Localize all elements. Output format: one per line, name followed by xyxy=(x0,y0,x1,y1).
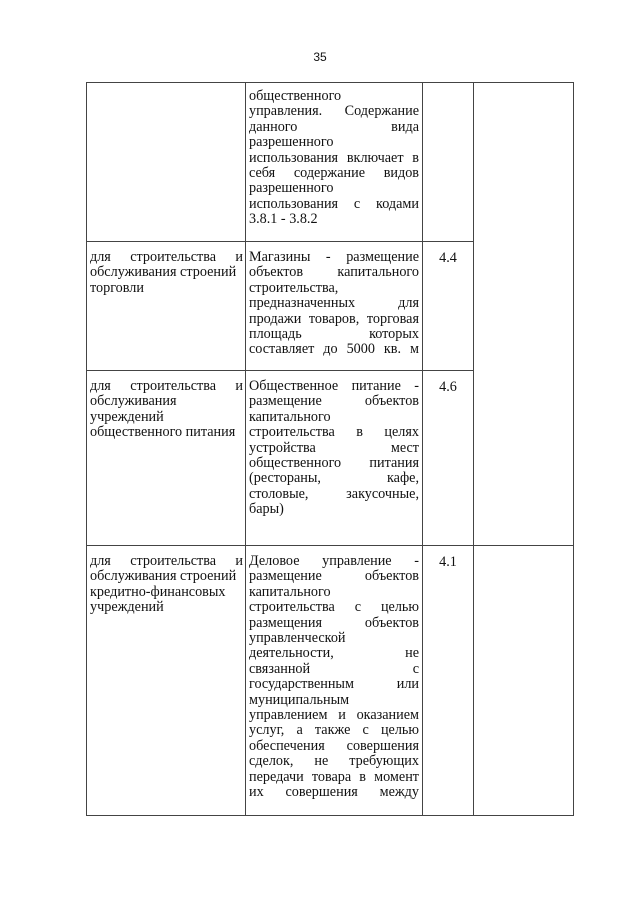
text-line: деятельности, не xyxy=(249,645,419,662)
text-line: себя содержание видов xyxy=(249,165,419,182)
row-divider xyxy=(87,370,473,371)
text-line: для строительства и xyxy=(90,249,243,265)
text-line: размещение объектов xyxy=(249,393,419,410)
text-line: обеспечения совершения xyxy=(249,737,419,754)
text-line: разрешенного xyxy=(249,180,334,197)
text-line: Деловое управление - xyxy=(249,553,419,569)
text-line: учреждений xyxy=(90,599,164,616)
text-line: государственным или xyxy=(249,676,419,693)
text-line: передачи товара в момент xyxy=(249,768,419,785)
text-line: продажи товаров, торговая xyxy=(249,310,419,327)
text-line: обслуживания xyxy=(90,393,177,410)
table-row-3-description xyxy=(249,554,419,801)
column-divider xyxy=(422,83,423,815)
text-line: учреждений xyxy=(90,408,164,425)
text-line: объектов капитального xyxy=(249,264,419,281)
text-line: столовые, закусочные, xyxy=(249,485,419,502)
table-row-2-code: 4.6 xyxy=(439,379,457,395)
text-line: использования включает в xyxy=(249,149,419,166)
text-line: капитального xyxy=(249,408,331,425)
table-row-1-use xyxy=(90,250,243,296)
text-line: сделок, не требующих xyxy=(249,753,419,770)
text-line: кредитно-финансовых xyxy=(90,583,226,600)
text-line: управленческой xyxy=(249,630,346,647)
table-row-3-use xyxy=(90,554,243,616)
table-row-1-code: 4.4 xyxy=(439,250,457,266)
text-line: (рестораны, кафе, xyxy=(249,470,419,487)
text-line: Общественное питание - xyxy=(249,378,419,394)
text-line: для строительства и xyxy=(90,378,243,394)
text-line: их совершения между xyxy=(249,784,419,801)
text-line: общественного xyxy=(249,88,342,104)
text-line: Магазины - размещение xyxy=(249,249,419,265)
text-line: управлением и оказанием xyxy=(249,707,419,724)
text-line: 3.8.1 - 3.8.2 xyxy=(249,211,318,228)
text-line: общественного питания xyxy=(249,455,419,472)
land-use-table xyxy=(86,82,574,816)
text-line: общественного питания xyxy=(90,424,236,441)
text-line: управления. Содержание xyxy=(249,103,419,120)
text-line: использования с кодами xyxy=(249,195,419,212)
table-row-1-description xyxy=(249,250,419,358)
text-line: муниципальным xyxy=(249,691,350,708)
text-line: размещения объектов xyxy=(249,614,419,631)
text-line: капитального xyxy=(249,583,331,600)
text-line: обслуживания строений xyxy=(90,568,237,585)
text-line: предназначенных для xyxy=(249,295,419,312)
text-line: связанной с xyxy=(249,660,419,677)
row-divider xyxy=(87,545,573,546)
text-line: данного вида xyxy=(249,118,419,135)
text-line: строительства, xyxy=(249,279,339,296)
text-line: составляет до 5000 кв. м xyxy=(249,341,419,358)
text-line: бары) xyxy=(249,501,284,518)
text-line: услуг, а также с целью xyxy=(249,722,419,739)
text-line: устройства мест xyxy=(249,439,419,456)
table-row-2-description xyxy=(249,379,419,518)
text-line: строительства в целях xyxy=(249,424,419,441)
table-row-3-code: 4.1 xyxy=(439,554,457,570)
column-divider xyxy=(473,83,474,815)
table-row-0-description xyxy=(249,89,419,228)
text-line: для строительства и xyxy=(90,553,243,569)
table-row-2-use xyxy=(90,379,243,441)
text-line: площадь которых xyxy=(249,326,419,343)
text-line: торговли xyxy=(90,279,144,296)
text-line: размещение объектов xyxy=(249,568,419,585)
text-line: обслуживания строений xyxy=(90,264,237,281)
row-divider xyxy=(87,241,473,242)
text-line: строительства с целью xyxy=(249,599,419,616)
column-divider xyxy=(245,83,246,815)
page-number: 35 xyxy=(313,50,327,64)
text-line: разрешенного xyxy=(249,134,334,151)
